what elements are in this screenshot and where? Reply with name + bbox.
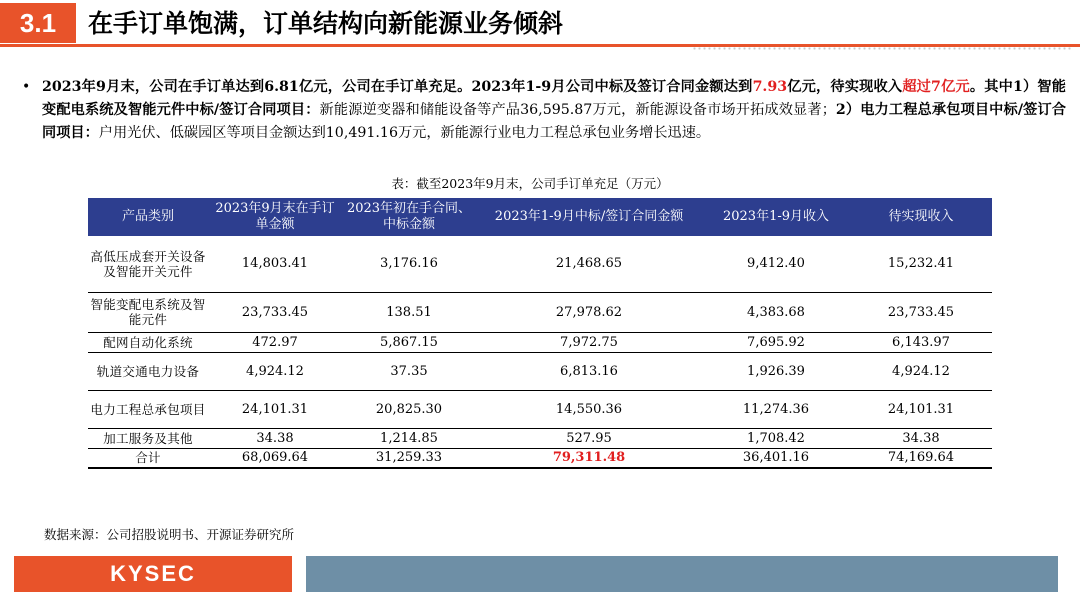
table-row (88, 236, 992, 292)
cell-value: 34.38 (208, 428, 342, 448)
slide-header (0, 0, 1080, 46)
cell-value: 14,803.41 (208, 236, 342, 292)
col-header-new-contracts: 2023年1-9月中标/签订合同金额 (476, 198, 702, 236)
cell-value: 7,695.92 (702, 332, 850, 352)
cell-value: 6,143.97 (850, 332, 992, 352)
cell-category: 加工服务及其他 (88, 428, 208, 448)
cell-value: 4,383.68 (702, 292, 850, 332)
cell-value: 34.38 (850, 428, 992, 448)
highlight-pending-revenue: 超过7亿元 (902, 79, 970, 95)
cell-value: 1,708.42 (702, 428, 850, 448)
col-header-start-backlog: 2023年初在手合同、中标金额 (342, 198, 476, 236)
cell-value: 138.51 (342, 292, 476, 332)
dotted-decoration (692, 46, 1072, 52)
cell-value: 24,101.31 (850, 390, 992, 428)
data-source-note: 数据来源：公司招股说明书、开源证券研究所 (44, 527, 295, 542)
table-row (88, 428, 992, 448)
bullet-text-1: 2023年9月末，公司在手订单达到6.81亿元，公司在手订单充足。2023年1-9月公司中标及签订合同金额达到 (42, 79, 753, 95)
cell-value: 24,101.31 (208, 390, 342, 428)
cell-value: 23,733.45 (850, 292, 992, 332)
bullet-dot-icon: • (22, 79, 31, 95)
cell-category: 高低压成套开关设备及智能开关元件 (88, 236, 208, 292)
cell-value: 31,259.33 (342, 448, 476, 468)
col-header-revenue: 2023年1-9月收入 (702, 198, 850, 236)
cell-value: 20,825.30 (342, 390, 476, 428)
cell-category: 配网自动化系统 (88, 332, 208, 352)
col-header-pending: 待实现收入 (850, 198, 992, 236)
cell-value: 527.95 (476, 428, 702, 448)
table-caption: 表：截至2023年9月末，公司手订单充足（万元） (391, 176, 669, 191)
col-header-category: 产品类别 (88, 198, 208, 236)
table-header-row (88, 198, 992, 236)
kysec-logo: KYSEC (14, 556, 292, 592)
cell-value: 1,214.85 (342, 428, 476, 448)
cell-value: 21,468.65 (476, 236, 702, 292)
highlight-contract-amount: 7.93 (752, 79, 788, 95)
cell-category-total: 合计 (88, 448, 208, 468)
footer-bar (306, 556, 1058, 592)
bullet-text-4: 新能源逆变器和储能设备等产品36,595.87万元，新能源设备市场开拓成效显著； (319, 102, 836, 118)
bullet-text-3: 。其中1）智能变配电系统及智能元件中标/签订合同项目： (42, 79, 1066, 118)
cell-value: 27,978.62 (476, 292, 702, 332)
cell-value: 74,169.64 (850, 448, 992, 468)
cell-value: 1,926.39 (702, 352, 850, 390)
col-header-sep-backlog: 2023年9月末在手订单金额 (208, 198, 342, 236)
cell-value: 37.35 (342, 352, 476, 390)
table-row (88, 390, 992, 428)
cell-value: 472.97 (208, 332, 342, 352)
cell-value: 7,972.75 (476, 332, 702, 352)
cell-value: 5,867.15 (342, 332, 476, 352)
table-row (88, 352, 992, 390)
cell-value: 9,412.40 (702, 236, 850, 292)
bullet-text-2: 亿元，待实现收入 (787, 79, 903, 95)
cell-value: 3,176.16 (342, 236, 476, 292)
table-row (88, 332, 992, 352)
slide-title: 在手订单饱满，订单结构向新能源业务倾斜 (88, 9, 564, 38)
cell-value: 4,924.12 (208, 352, 342, 390)
cell-value: 68,069.64 (208, 448, 342, 468)
cell-category: 轨道交通电力设备 (88, 352, 208, 390)
cell-value: 23,733.45 (208, 292, 342, 332)
cell-value: 6,813.16 (476, 352, 702, 390)
cell-value: 15,232.41 (850, 236, 992, 292)
cell-value: 14,550.36 (476, 390, 702, 428)
bullet-text-6: 户用光伏、低碳园区等项目金额达到10,491.16万元，新能源行业电力工程总承包业务增长迅速。 (98, 125, 711, 141)
orders-table (88, 198, 992, 469)
bullet-text-5: 2）电力工程总承包项目中标/签订合同项目： (42, 102, 1066, 141)
cell-category: 智能变配电系统及智能元件 (88, 292, 208, 332)
cell-value: 4,924.12 (850, 352, 992, 390)
table-row (88, 292, 992, 332)
bullet-paragraph (22, 76, 1066, 145)
cell-value: 11,274.36 (702, 390, 850, 428)
table-total-row (88, 448, 992, 468)
cell-value-highlight: 79,311.48 (476, 448, 702, 468)
cell-category: 电力工程总承包项目 (88, 390, 208, 428)
section-number: 3.1 (0, 3, 76, 43)
cell-value: 36,401.16 (702, 448, 850, 468)
